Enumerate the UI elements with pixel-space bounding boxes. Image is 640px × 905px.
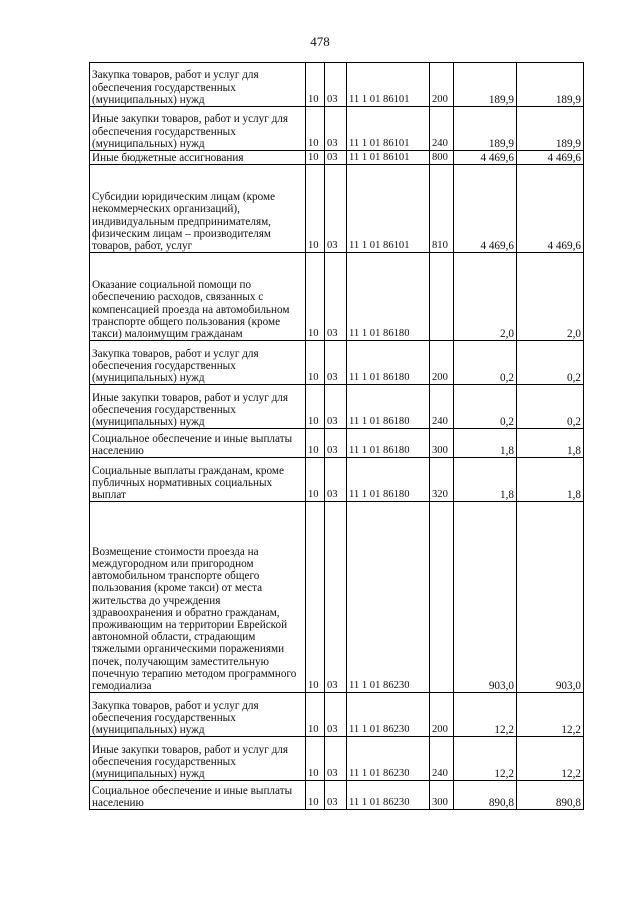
row-subsection: 03 [325,165,347,253]
row-expense-type: 300 [430,429,454,458]
row-target-article: 11 1 01 86101 [347,107,430,151]
row-subsection: 03 [325,737,347,781]
row-amount-2: 2,0 [517,253,584,341]
table-row [90,385,584,429]
row-subsection: 03 [325,107,347,151]
row-target-article: 11 1 01 86101 [347,165,430,253]
row-expense-type [430,502,454,693]
row-expense-type: 800 [430,151,454,165]
row-subsection: 03 [325,151,347,165]
row-target-article: 11 1 01 86230 [347,737,430,781]
page-number: 478 [310,34,330,49]
row-expense-type [430,253,454,341]
row-subsection: 03 [325,341,347,385]
row-section: 10 [306,781,325,810]
row-target-article: 11 1 01 86180 [347,253,430,341]
row-section: 10 [306,341,325,385]
table-row [90,502,584,693]
row-section: 10 [306,502,325,693]
row-expense-type: 200 [430,63,454,107]
row-amount-1: 890,8 [454,781,517,810]
row-name: Закупка товаров, работ и услуг для обеспечения государственных (муниципальных) нужд [90,63,306,107]
row-target-article: 11 1 01 86180 [347,341,430,385]
row-name: Иные закупки товаров, работ и услуг для обеспечения государственных (муниципальных) нужд [90,107,306,151]
row-name: Оказание социальной помощи по обеспечению расходов, связанных с компенсацией проезда на автомобильном транспорте общего пользования (кроме такси) малоимущим гражданам [90,253,306,341]
row-amount-1: 2,0 [454,253,517,341]
row-name: Иные бюджетные ассигнования [90,151,306,165]
row-amount-1: 903,0 [454,502,517,693]
row-amount-2: 4 469,6 [517,165,584,253]
row-amount-2: 1,8 [517,429,584,458]
row-name: Иные закупки товаров, работ и услуг для обеспечения государственных (муниципальных) нужд [90,385,306,429]
table-row [90,63,584,107]
table-row [90,429,584,458]
row-amount-2: 189,9 [517,107,584,151]
row-amount-2: 4 469,6 [517,151,584,165]
row-section: 10 [306,151,325,165]
row-amount-1: 4 469,6 [454,151,517,165]
row-amount-2: 903,0 [517,502,584,693]
table-row [90,107,584,151]
row-target-article: 11 1 01 86180 [347,429,430,458]
row-section: 10 [306,63,325,107]
table-row [90,458,584,502]
row-section: 10 [306,429,325,458]
row-section: 10 [306,165,325,253]
row-name: Социальные выплаты гражданам, кроме публичных нормативных социальных выплат [90,458,306,502]
row-amount-2: 0,2 [517,341,584,385]
row-amount-1: 0,2 [454,341,517,385]
row-section: 10 [306,693,325,737]
table-row [90,693,584,737]
row-amount-2: 1,8 [517,458,584,502]
table-row [90,341,584,385]
row-name: Закупка товаров, работ и услуг для обеспечения государственных (муниципальных) нужд [90,693,306,737]
row-amount-2: 12,2 [517,737,584,781]
row-expense-type: 200 [430,341,454,385]
row-subsection: 03 [325,429,347,458]
row-amount-2: 0,2 [517,385,584,429]
row-target-article: 11 1 01 86230 [347,693,430,737]
row-subsection: 03 [325,693,347,737]
row-subsection: 03 [325,781,347,810]
row-amount-2: 890,8 [517,781,584,810]
row-name: Иные закупки товаров, работ и услуг для обеспечения государственных (муниципальных) нужд [90,737,306,781]
table-row [90,253,584,341]
row-expense-type: 810 [430,165,454,253]
row-amount-2: 12,2 [517,693,584,737]
row-amount-1: 12,2 [454,737,517,781]
row-name: Социальное обеспечение и иные выплаты населению [90,781,306,810]
row-target-article: 11 1 01 86230 [347,781,430,810]
row-expense-type: 320 [430,458,454,502]
row-amount-1: 189,9 [454,63,517,107]
row-section: 10 [306,737,325,781]
row-target-article: 11 1 01 86101 [347,151,430,165]
row-target-article: 11 1 01 86180 [347,458,430,502]
budget-table [89,62,584,810]
row-amount-2: 189,9 [517,63,584,107]
row-subsection: 03 [325,458,347,502]
table-row [90,737,584,781]
row-section: 10 [306,253,325,341]
row-section: 10 [306,385,325,429]
row-amount-1: 0,2 [454,385,517,429]
row-expense-type: 200 [430,693,454,737]
row-target-article: 11 1 01 86101 [347,63,430,107]
row-amount-1: 4 469,6 [454,165,517,253]
row-target-article: 11 1 01 86230 [347,502,430,693]
row-section: 10 [306,107,325,151]
row-name: Возмещение стоимости проезда на междугородном или пригородном автомобильном транспорте общего пользования (кроме такси) от места жительства до учреждения здравоохранения и обратно гражданам, проживающим на территории Еврейской автономной области, страдающим тяжелыми органическими поражениями почек, получающим заместительную почечную терапию методом программного гемодиализа [90,502,306,693]
row-subsection: 03 [325,63,347,107]
row-expense-type: 300 [430,781,454,810]
row-expense-type: 240 [430,107,454,151]
row-expense-type: 240 [430,385,454,429]
row-name: Социальное обеспечение и иные выплаты населению [90,429,306,458]
table-row [90,781,584,810]
row-subsection: 03 [325,385,347,429]
row-target-article: 11 1 01 86180 [347,385,430,429]
row-subsection: 03 [325,502,347,693]
row-section: 10 [306,458,325,502]
row-subsection: 03 [325,253,347,341]
table-row [90,165,584,253]
row-amount-1: 1,8 [454,429,517,458]
table-row [90,151,584,165]
row-name: Закупка товаров, работ и услуг для обеспечения государственных (муниципальных) нужд [90,341,306,385]
row-expense-type: 240 [430,737,454,781]
row-amount-1: 189,9 [454,107,517,151]
row-name: Субсидии юридическим лицам (кроме некоммерческих организаций), индивидуальным предпринимателям, физическим лицам – производителям товаров, работ, услуг [90,165,306,253]
row-amount-1: 1,8 [454,458,517,502]
row-amount-1: 12,2 [454,693,517,737]
